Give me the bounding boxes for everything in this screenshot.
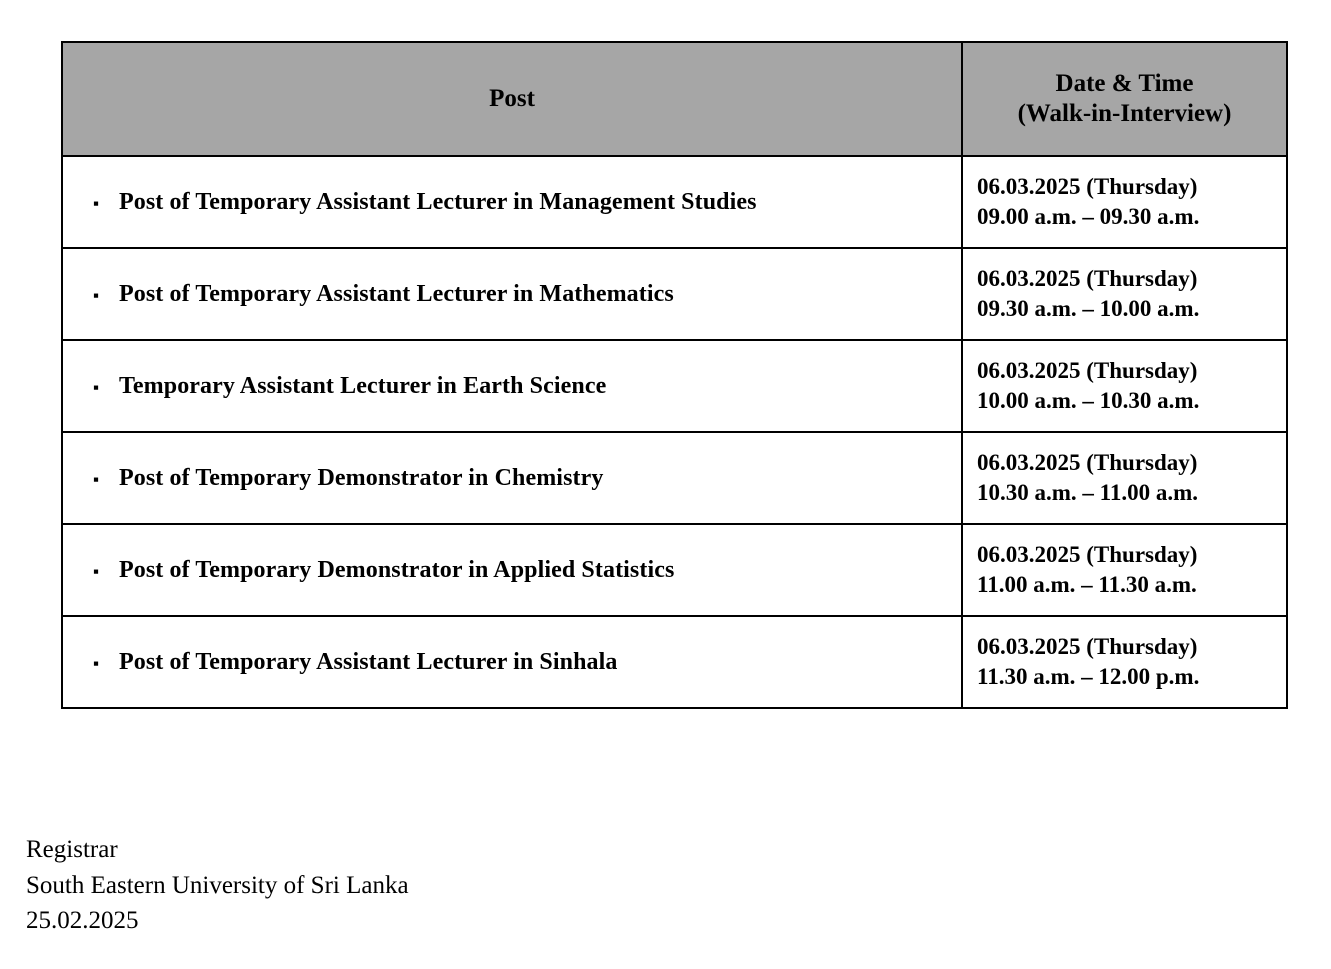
interview-time: 11.00 a.m. – 11.30 a.m.	[977, 572, 1197, 597]
footer-date: 25.02.2025	[26, 907, 139, 934]
post-cell	[62, 616, 962, 708]
column-header-post: Post	[62, 42, 962, 156]
header-row	[62, 42, 1287, 156]
interview-date: 06.03.2025 (Thursday)	[977, 633, 1198, 659]
interview-time: 10.00 a.m. – 10.30 a.m.	[977, 388, 1200, 413]
footer-signatory-title: Registrar	[26, 836, 118, 863]
interview-time: 09.00 a.m. – 09.30 a.m.	[977, 204, 1200, 229]
table-row	[62, 432, 1287, 524]
interview-time: 11.30 a.m. – 12.00 p.m.	[977, 664, 1200, 689]
datetime-cell	[962, 616, 1287, 708]
square-bullet-icon: ▪	[93, 193, 100, 213]
table-row	[62, 616, 1287, 708]
interview-date: 06.03.2025 (Thursday)	[977, 449, 1198, 475]
table-header	[62, 42, 1287, 156]
datetime-cell	[962, 340, 1287, 432]
post-cell	[62, 248, 962, 340]
square-bullet-icon: ▪	[93, 285, 100, 305]
interview-schedule-table	[61, 41, 1288, 709]
interview-date: 06.03.2025 (Thursday)	[977, 173, 1198, 199]
post-cell	[62, 340, 962, 432]
column-header-datetime	[962, 42, 1287, 156]
post-cell	[62, 524, 962, 616]
table-row	[62, 248, 1287, 340]
square-bullet-icon: ▪	[93, 469, 100, 489]
post-title: Post of Temporary Demonstrator in Chemistry	[119, 464, 604, 491]
interview-time: 09.30 a.m. – 10.00 a.m.	[977, 296, 1200, 321]
interview-date: 06.03.2025 (Thursday)	[977, 265, 1198, 291]
column-header-datetime-line1: Date & Time	[1055, 69, 1194, 97]
document-footer	[26, 832, 409, 939]
datetime-cell	[962, 432, 1287, 524]
footer-organization: South Eastern University of Sri Lanka	[26, 871, 409, 899]
interview-date: 06.03.2025 (Thursday)	[977, 357, 1198, 383]
interview-time: 10.30 a.m. – 11.00 a.m.	[977, 480, 1199, 505]
square-bullet-icon: ▪	[93, 561, 100, 581]
interview-date: 06.03.2025 (Thursday)	[977, 541, 1198, 567]
datetime-cell	[962, 248, 1287, 340]
post-title: Temporary Assistant Lecturer in Earth Science	[119, 372, 607, 399]
table-row	[62, 156, 1287, 248]
table-row	[62, 524, 1287, 616]
post-cell	[62, 156, 962, 248]
table-body	[62, 156, 1287, 708]
table-row	[62, 340, 1287, 432]
column-header-datetime-line2: (Walk-in-Interview)	[1017, 100, 1232, 127]
post-title: Post of Temporary Assistant Lecturer in Sinhala	[119, 648, 618, 675]
datetime-cell	[962, 524, 1287, 616]
post-title: Post of Temporary Assistant Lecturer in Management Studies	[119, 188, 757, 215]
post-cell	[62, 432, 962, 524]
datetime-cell	[962, 156, 1287, 248]
square-bullet-icon: ▪	[93, 653, 100, 673]
post-title: Post of Temporary Assistant Lecturer in Mathematics	[119, 280, 674, 307]
post-title: Post of Temporary Demonstrator in Applied Statistics	[119, 556, 675, 583]
square-bullet-icon: ▪	[93, 377, 100, 397]
